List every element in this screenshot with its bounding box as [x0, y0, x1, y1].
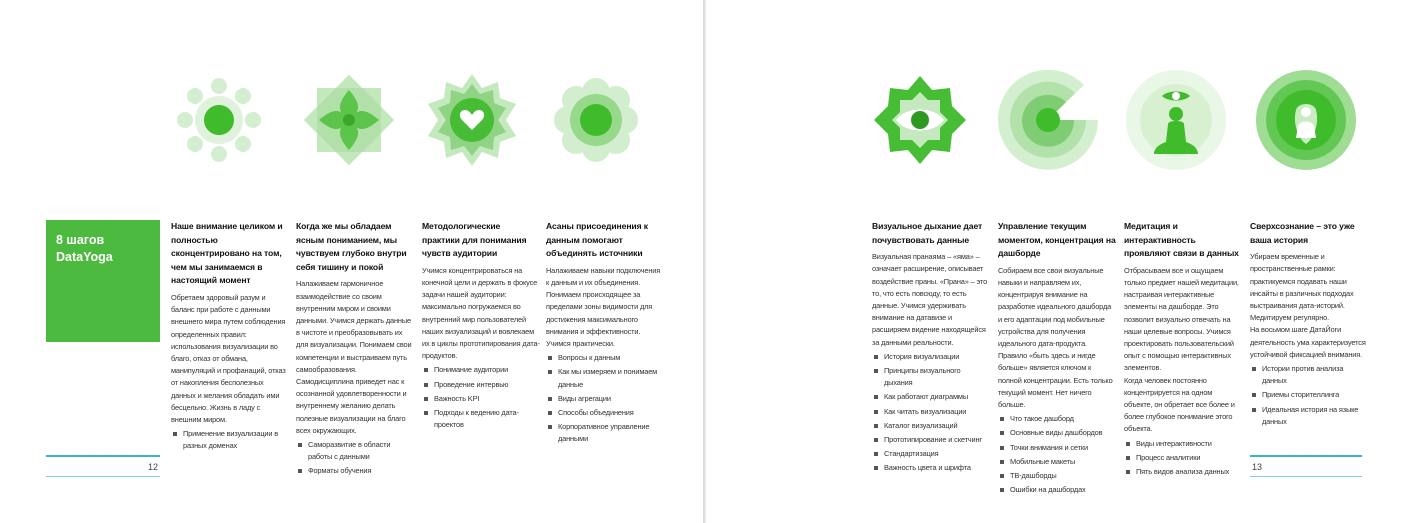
list-item: Каталог визуализаций	[872, 420, 990, 432]
step-4-heading: Асаны присоединения к данным помогают объединять источники	[546, 221, 648, 259]
list-item: Что такое дашборд	[998, 413, 1116, 425]
eye-icon	[866, 66, 974, 174]
footer-rule	[46, 455, 160, 457]
step-8-text: Убираем временные и пространственные рамки: практикуемся подавать наши инсайты в различных подходах выстраивания дата-историй. Медитируем регулярно.	[1250, 252, 1354, 323]
step-8-column	[1250, 220, 1368, 430]
list-item: Пять видов анализа данных	[1124, 466, 1242, 478]
list-item: Проведение интервью	[422, 379, 540, 391]
list-item: Как мы измеряем и понимаем данные	[546, 366, 664, 390]
heart-star-icon	[418, 66, 526, 174]
concentric-focus-icon	[994, 66, 1102, 174]
step-2-text: Налаживаем гармоничное взаимодействие со своим внутренним миром и своими данными. Учимся держать данные в чистоте и преобразовывать их для визуализации. Понимаем свои компетенции и выстраиваем путь самообразования. Самодисциплина приведет нас к осознанной удовлетворенности и внутреннему желанию делать полезные визуализации на благо всех окружающих.	[296, 279, 412, 435]
list-item: Важность KPI	[422, 393, 540, 405]
halo-figure-icon	[1252, 66, 1360, 174]
step-3-text: Учимся концентрироваться на конечной цели и держать в фокусе задачи нашей аудитории: максимально погружаемся во внутренний мир пользователей наших визуализаций и вовлекаем их в циклы прототипирования дата-продуктов.	[422, 265, 540, 361]
list-item: Приемы сторителлинга	[1250, 389, 1368, 401]
step-7-heading: Медитация и интерактивность проявляют связи в данных	[1124, 221, 1239, 259]
list-item: Процесс аналитики	[1124, 452, 1242, 464]
list-item: Истории против анализа данных	[1250, 363, 1368, 387]
list-item: Мобильные макеты	[998, 456, 1116, 468]
list-item: Стандартизация	[872, 448, 990, 460]
title-line-2: DataYoga	[56, 250, 113, 264]
list-item: Прототипирование и скетчинг	[872, 434, 990, 446]
list-item: ТВ-дашборды	[998, 470, 1116, 482]
list-item: Принципы визуального дыхания	[872, 365, 990, 389]
step-6-heading: Управление текущим моментом, концентрация на дашборде	[998, 221, 1116, 259]
footer-rule	[1250, 455, 1362, 457]
list-item: Корпоративное управление данными	[546, 421, 664, 445]
step-8-text-2: На восьмом шаге ДатаЙоги деятельность ума характеризуется устойчивой фиксацией внимания.	[1250, 325, 1366, 359]
list-item: Вопросы к данным	[546, 352, 664, 364]
page-number-right: 13	[1252, 462, 1263, 472]
step-6-column	[998, 220, 1116, 498]
list-item: Виды интерактивности	[1124, 438, 1242, 450]
step-5-text: Визуальная пранаяма – «яма» – означает расширение, описывает воздействие праны. «Прана» – это то, что есть повсюду, то есть данные. Учимся удерживать внимание на датавизе и расширяем видение находящейся за данными реальности.	[872, 252, 988, 347]
step-1-text: Обретаем здоровый разум и баланс при работе с данными внешнего мира путем соблюдения определенных правил: использования визуализации во благо, отказ от обмана, манипуляций и профанаций, отказ от накопления бесполезных данных и желания обладать ими бесцельно. Жизнь в ладу с внешним миром.	[171, 292, 286, 424]
circle-flower-icon	[165, 66, 273, 174]
step-5-column	[872, 220, 990, 477]
title-box	[46, 220, 160, 342]
step-4-column	[546, 220, 664, 448]
page-number-left: 12	[148, 462, 159, 472]
step-8-heading: Сверхсознание – это уже ваша история	[1250, 221, 1355, 245]
step-3-heading: Методологические практики для понимания чувств аудитории	[422, 221, 527, 259]
step-2-heading: Когда же мы обладаем ясным пониманием, мы чувствуем глубоко внутри себя тишину и покой	[296, 221, 407, 272]
step-1-heading: Наше внимание целиком и полностью сконцентрировано на том, чем мы занимаемся в настоящий момент	[171, 221, 283, 286]
radiant-circles-icon	[542, 66, 650, 174]
list-item: Форматы обучения	[296, 465, 414, 477]
footer-rule-thin	[46, 476, 160, 477]
list-item: Ошибки на дашбордах	[998, 484, 1116, 496]
list-item: Виды агрегации	[546, 393, 664, 405]
left-page	[0, 0, 703, 523]
list-item: Подходы к ведению дата-проектов	[422, 407, 540, 431]
step-2-column	[296, 220, 414, 480]
list-item: Саморазвитие в области работы с данными	[296, 439, 414, 463]
list-item: История визуализации	[872, 351, 990, 363]
step-7-text: Отбрасываем все и ощущаем только предмет нашей медитации, настраивая интерактивные элементы на дашборде. Это позволит визуально отвечать на наши целевые вопросы. Учимся проектировать пользовательский опыт с помощью интерактивных элементов.	[1124, 265, 1239, 373]
list-item: Способы объединения	[546, 407, 664, 419]
list-item: Важность цвета и шрифта	[872, 462, 990, 474]
list-item: Идеальная история на языке данных	[1250, 404, 1368, 428]
title-line-1: 8 шагов	[56, 233, 105, 247]
step-6-text: Собираем все свои визуальные навыки и направляем их, концентрируя внимание на разработке идеального дашборда и его адаптации под мобильные устройства для получения идеального дата-продукта. Правило «быть здесь и нигде больше» является ключом к полной концентрации. Есть только текущий момент. Нет ничего больше.	[998, 265, 1113, 410]
step-5-heading: Визуальное дыхание дает почувствовать данные	[872, 221, 983, 245]
meditation-icon	[1122, 66, 1230, 174]
list-item: Как читать визуализации	[872, 406, 990, 418]
step-1-column	[171, 220, 289, 455]
lotus-leaves-icon	[295, 66, 403, 174]
right-page	[706, 0, 1410, 523]
list-item: Точки внимания и сетки	[998, 442, 1116, 454]
footer-rule-thin	[1250, 476, 1362, 477]
list-item: Понимание аудитории	[422, 364, 540, 376]
list-item: Применение визуализации в разных доменах	[171, 428, 289, 452]
list-item: Основные виды дашбордов	[998, 427, 1116, 439]
step-3-column	[422, 220, 540, 433]
step-4-text: Налаживаем навыки подключения к данным и их объединения. Понимаем происходящее за пределами зоны видимости для достижения максимального внимания и эффективности. Учимся практически.	[546, 265, 661, 348]
step-7-column	[1124, 220, 1242, 480]
step-7-text-2: Когда человек постоянно концентрируется на одном объекте, он обретает все более и более глубокое понимание этого объекта.	[1124, 375, 1235, 434]
list-item: Как работают диаграммы	[872, 391, 990, 403]
